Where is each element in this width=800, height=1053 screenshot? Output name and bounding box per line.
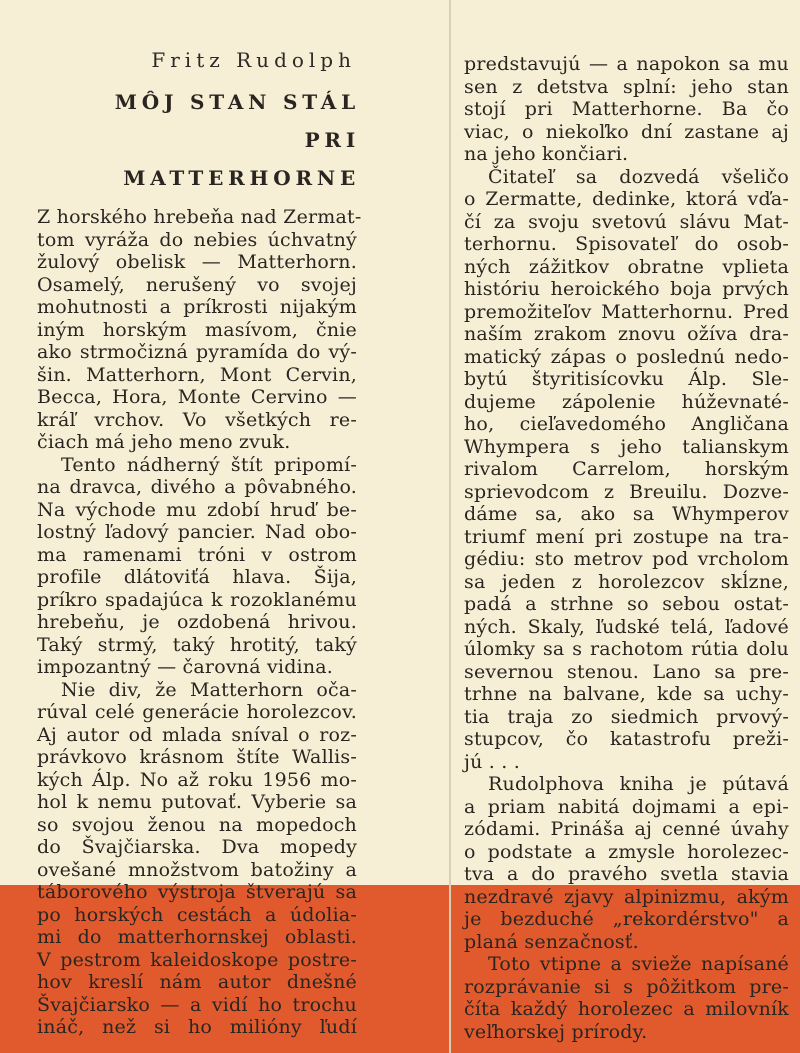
right-text-column [464, 53, 789, 1043]
text-line: terhornu. Spisovateľ do osob- [464, 233, 789, 255]
book-title-line-2: PRI [304, 128, 360, 152]
text-line: príkro spadajúca k rozoklanému [37, 588, 357, 611]
text-line: šin. Matterhorn, Mont Cervin, [37, 363, 357, 386]
text-line: rivalom Carrelom, horským [464, 458, 789, 480]
book-title-line-1: MÔJ STAN STÁL [114, 90, 360, 114]
text-line: ných zážitkov obratne vplieta [464, 255, 789, 278]
text-line: hol k nemu putovať. Vyberie sa [37, 791, 357, 813]
text-line: impozantný — čarovná vidina. [37, 656, 334, 678]
text-line: ináč, než si ho milióny ľudí [37, 1016, 357, 1038]
text-line: Rudolphova kniha je pútavá [488, 773, 789, 795]
text-line: ho, cieľavedomého Angličana [464, 413, 789, 435]
text-line: Taký strmý, taký hrotitý, taký [37, 633, 357, 656]
text-line: ných. Skaly, ľudské telá, ľadové [464, 615, 789, 638]
text-line: ovešané množstvom batožiny a [37, 858, 357, 881]
text-line: rúval celé generácie horolezcov. [37, 701, 357, 723]
text-line: kých Álp. No až roku 1956 mo- [37, 768, 357, 791]
text-line: po horských cestách a údolia- [37, 903, 357, 926]
text-line: severnou stenou. Lano sa pre- [464, 660, 789, 683]
text-line: predstavujú — a napokon sa mu [464, 53, 789, 75]
text-line: nezdravé zjavy alpinizmu, akým [464, 885, 789, 908]
text-line: kráľ vrchov. Vo všetkých re- [37, 408, 357, 431]
text-line: dáme sa, ako sa Whymperov [464, 503, 789, 525]
text-line: so svojou ženou na mopedoch [37, 813, 357, 836]
text-line: tva a do pravého svetla stavia [464, 863, 789, 885]
text-line: dujeme zápolenie húževnaté- [464, 390, 789, 413]
text-line: tia traja zo siedmich prvový- [464, 705, 789, 728]
text-line: Toto vtipne a svieže napísané [488, 953, 789, 975]
text-line: Na východe mu zdobí hruď be- [37, 498, 357, 521]
text-line: trhne na balvane, kde sa uchy- [464, 683, 789, 705]
text-line: Nie div, že Matterhorn oča- [61, 678, 357, 701]
text-line: tom vyráža do nebies úchvatný [37, 228, 357, 251]
text-line: Tento nádherný štít pripomí- [61, 453, 357, 476]
text-line: do Švajčiarska. Dva mopedy [37, 836, 357, 858]
text-line: V pestrom kaleidoskope postre- [37, 948, 357, 971]
text-line: iným horským masívom, čnie [37, 318, 357, 341]
text-line: históriu heroického boja prvých [464, 278, 789, 300]
text-line: hrebeňu, je ozdobená hrivou. [37, 611, 357, 633]
text-line: čí za svoju svetovú slávu Mat- [464, 210, 789, 233]
text-line: a priam nabitá dojmami a epi- [464, 795, 789, 818]
author-name: Fritz Rudolph [151, 48, 356, 72]
text-line: jú . . . [464, 750, 520, 773]
text-line: premožiteľov Matterhornu. Pred [464, 300, 789, 323]
text-line: hov kreslí nám autor dnešné [37, 971, 357, 993]
text-line: zódami. Prináša aj cenné úvahy [464, 818, 789, 840]
text-line: padá a strhne so sebou ostat- [464, 593, 789, 615]
text-line: Whympera s jeho talianskym [464, 435, 789, 458]
text-line: ma ramenami tróni v ostrom [37, 543, 357, 566]
text-line: na dravca, divého a pôvabného. [37, 476, 357, 498]
text-line: gédiu: sto metrov pod vrcholom [464, 548, 789, 570]
book-title-line-3: MATTERHORNE [123, 166, 360, 190]
text-line: lostný ľadový pancier. Nad obo- [37, 521, 357, 543]
text-line: o Zermatte, dedinke, ktorá vďa- [464, 188, 789, 210]
text-line: Osamelý, nerušený vo svojej [37, 273, 357, 296]
text-line: ako strmočizná pyramída do vý- [37, 341, 357, 363]
text-line: profile dlátoviťá hlava. Šija, [37, 566, 357, 588]
text-line: táborového výstroja štverajú sa [37, 881, 357, 903]
text-line: triumf mení pri zostupe na tra- [464, 525, 789, 548]
text-line: viac, o niekoľko dní zastane aj [464, 120, 789, 143]
text-line: Švajčiarsko — a vidí ho trochu [37, 993, 357, 1016]
text-line: stupcov, čo katastrofu preži- [464, 728, 789, 750]
text-line: žulový obelisk — Matterhorn. [37, 251, 357, 273]
text-line: na jeho končiari. [464, 143, 629, 165]
text-line: Becca, Hora, Monte Cervino — [37, 386, 357, 408]
text-line: je bezduché „rekordérstvo" a [464, 908, 789, 930]
text-line: Čitateľ sa dozvedá všeličo [488, 165, 789, 188]
text-line: čiach má jeho meno zvuk. [37, 431, 291, 453]
text-line: stojí pri Matterhorne. Ba čo [464, 98, 789, 120]
text-line: bytú štyritisícovku Álp. Sle- [464, 368, 789, 390]
text-line: Z horského hrebeňa nad Zermat- [37, 206, 362, 228]
text-line: sa jeden z horolezcov skĺzne, [464, 570, 789, 593]
page-fold-divider [449, 0, 451, 1053]
text-line: sen z detstva splní: jeho stan [464, 75, 789, 98]
left-text-column [37, 206, 362, 1039]
text-line: planá senzačnosť. [464, 930, 639, 953]
text-line: naším zrakom znovu ožíva dra- [464, 323, 789, 345]
text-line: o podstate a zmysle horolezec- [464, 840, 789, 863]
text-line: matický zápas o poslednú nedo- [464, 345, 789, 368]
text-line: sprievodcom z Breuilu. Dozve- [464, 480, 789, 503]
text-line: rozprávanie si s pôžitkom pre- [464, 975, 789, 998]
text-line: právkovo krásnom štíte Wallis- [37, 746, 357, 768]
text-line: Aj autor od mlada sníval o roz- [37, 723, 357, 746]
text-line: mohutnosti a príkrosti nijakým [37, 296, 357, 318]
text-line: úlomky sa s rachotom rútia dolu [464, 638, 789, 660]
text-line: veľhorskej prírody. [464, 1020, 648, 1043]
text-line: mi do matterhornskej oblasti. [37, 926, 357, 948]
text-line: číta každý horolezec a milovník [464, 998, 789, 1020]
